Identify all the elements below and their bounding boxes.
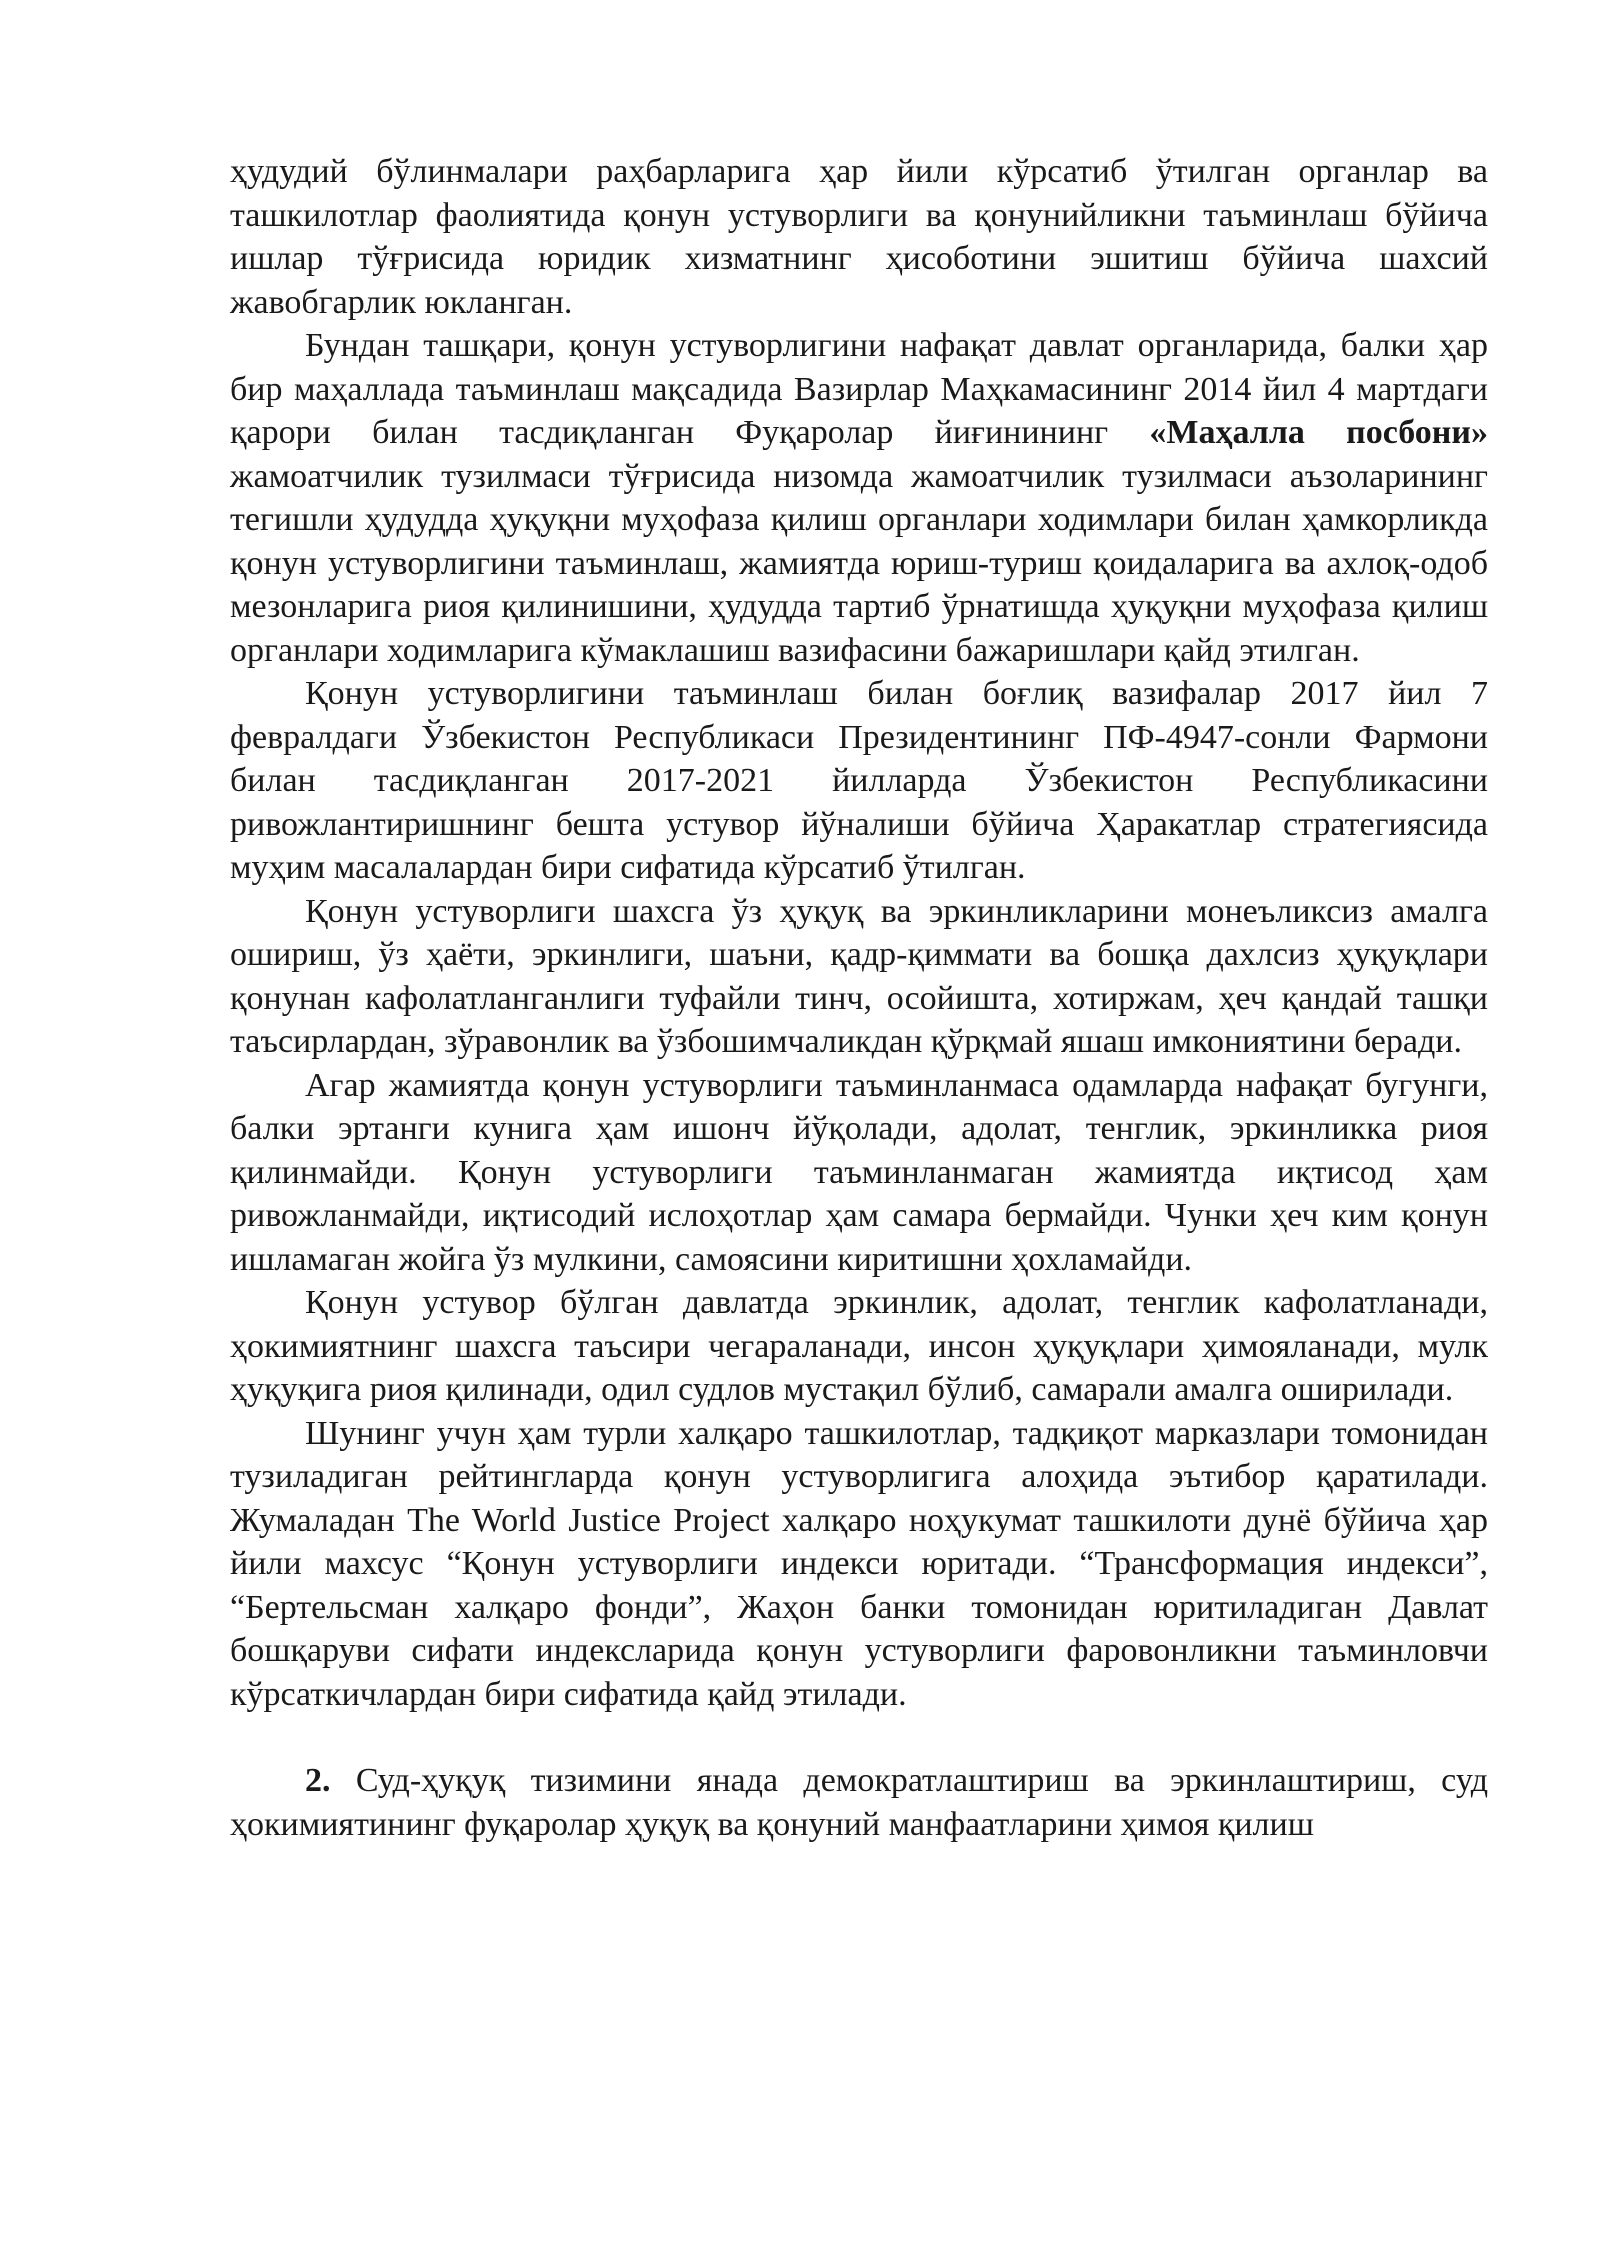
paragraph-4 (230, 890, 1488, 1064)
paragraph-3 (230, 672, 1488, 890)
paragraph-5 (230, 1064, 1488, 1282)
document-page (230, 150, 1488, 1846)
section-2-heading-paragraph (230, 1759, 1488, 1846)
paragraph-5-text: Агар жамиятда қонун устуворлиги таъминланмаса одамларда нафақат бугунги, балки эртанги кунига ҳам ишонч йўқолади, адолат, тенглик, эркинликка риоя қилинмайди. Қонун устуворлиги таъминланмаган жамиятда иқтисод ҳам ривожланмайди, иқтисодий ислоҳотлар ҳам самара бермайди. Чунки ҳеч ким қонун ишламаган жойга ўз мулкини, самоясини киритишни ҳохламайди. (230, 1066, 1488, 1278)
paragraph-2 (230, 324, 1488, 672)
paragraph-spacer (230, 1716, 1488, 1759)
paragraph-1-text: ҳудудий бўлинмалари раҳбарларига ҳар йили кўрсатиб ўтилган органлар ва ташкилотлар фаолиятида қонун устуворлиги ва қонунийликни таъминлаш бўйича ишлар тўғрисида юридик хизматнинг ҳисоботини эшитиш бўйича шахсий жавобгарлик юкланган. (230, 153, 1488, 321)
paragraph-4-text: Қонун устуворлиги шахсга ўз ҳуқуқ ва эркинликларини монеъликсиз амалга ошириш, ўз ҳаёти, эркинлиги, шаъни, қадр-қиммати ва бошқа дахлсиз ҳуқуқлари қонунан кафолатланганлиги туфайли тинч, осойишта, хотиржам, ҳеч қандай ташқи таъсирлардан, зўравонлик ва ўзбошимчаликдан қўрқмай яшаш имкониятини беради. (230, 892, 1488, 1060)
paragraph-6-text: Қонун устувор бўлган давлатда эркинлик, адолат, тенглик кафолатланади, ҳокимиятнинг шахсга таъсири чегараланади, инсон ҳуқуқлари ҳимояланади, мулк ҳуқуқига риоя қилинади, одил судлов мустақил бўлиб, самарали амалга оширилади. (230, 1284, 1488, 1408)
paragraph-1 (230, 150, 1488, 324)
paragraph-7-text: Шунинг учун ҳам турли халқаро ташкилотлар, тадқиқот марказлари томонидан тузиладиган рейтингларда қонун устуворлигига алоҳида эътибор қаратилади. Жумаладан The World Justice Project халқаро ноҳукумат ташкилоти дунё бўйича ҳар йили махсус “Қонун устуворлиги индекси юритади. “Трансформация индекси”, “Бертельсман халқаро фонди”, Жаҳон банки томонидан юритиладиган Давлат бошқаруви сифати индексларида қонун устуворлиги фаровонликни таъминловчи кўрсаткичлардан бири сифатида қайд этилади. (230, 1414, 1488, 1713)
section-2-text: Суд-ҳуқуқ тизимини янада демократлаштириш ва эркинлаштириш, суд ҳокимиятининг фуқаролар ҳуқуқ ва қонуний манфаатларини ҳимоя қилиш (230, 1762, 1488, 1843)
paragraph-7 (230, 1412, 1488, 1717)
paragraph-3-text: Қонун устуворлигини таъминлаш билан боғлиқ вазифалар 2017 йил 7 февралдаги Ўзбекистон Республикаси Президентининг ПФ-4947-сонли Фармони билан тасдиқланган 2017-2021 йилларда Ўзбекистон Республикасини ривожлантиришнинг бешта устувор йўналиши бўйича Ҳаракатлар стратегиясида муҳим масалалардан бири сифатида кўрсатиб ўтилган. (230, 675, 1488, 886)
paragraph-6 (230, 1281, 1488, 1412)
paragraph-2-text-a: Бундан ташқари, қонун устуворлигини нафақат давлат органларида, балки ҳар бир маҳаллада таъминлаш мақсадида Вазирлар Маҳкамасининг 2014 йил 4 мартдаги қарори билан тасдиқланган Фуқаролар йиғинининг (230, 327, 1488, 451)
paragraph-2-text-b: жамоатчилик тузилмаси тўғрисида низомда жамоатчилик тузилмаси аъзоларининг тегишли ҳудудда ҳуқуқни муҳофаза қилиш органлари ходимлари билан ҳамкорликда қонун устуворлигини таъминлаш, жамиятда юриш-туриш қоидаларига ва ахлоқ-одоб мезонларига риоя қилинишини, ҳудудда тартиб ўрнатишда ҳуқуқни муҳофаза қилиш органлари ходимларига кўмаклашиш вазифасини бажаришлари қайд этилган. (230, 457, 1488, 669)
mahalla-posboni-bold-title: «Маҳалла посбони» (1149, 414, 1488, 451)
section-number: 2. (305, 1762, 331, 1799)
